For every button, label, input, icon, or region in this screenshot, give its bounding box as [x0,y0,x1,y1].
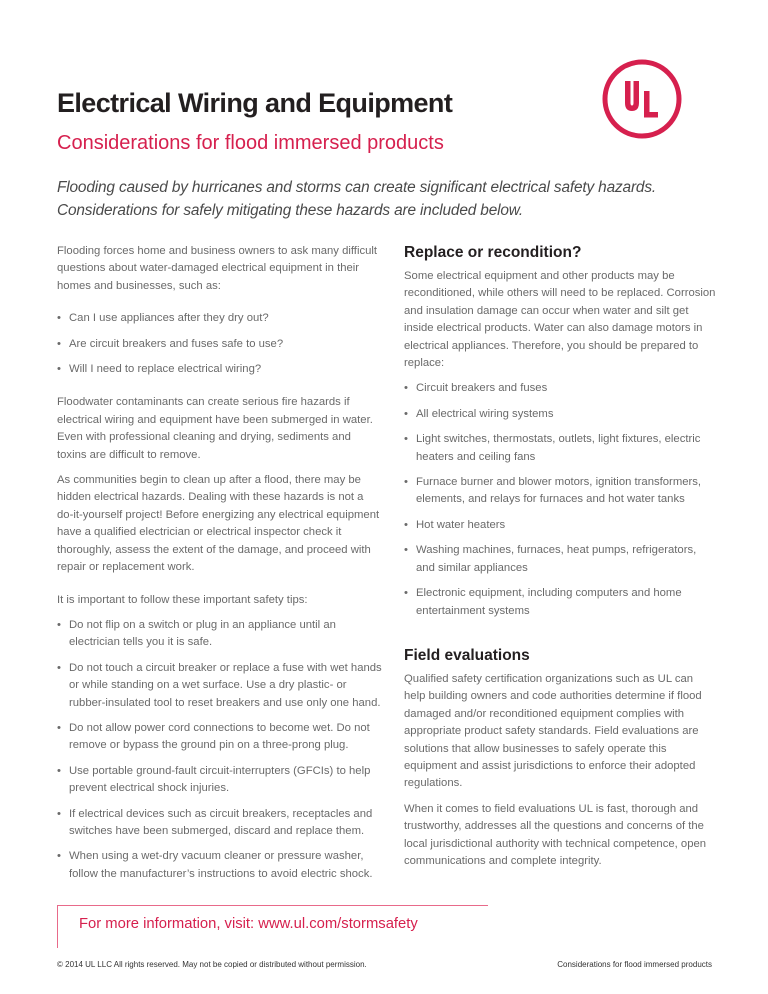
bullet-icon: • [57,850,61,863]
contaminants-paragraph: Floodwater contaminants can create serious fire hazards if electrical wiring and equipment have been submerged in water. Even with professional cleaning and drying, sediments and toxins are difficult to remove. [57,396,373,461]
list-item: • Do not touch a circuit breaker or replace a fuse with wet hands or while standing on a wet surface. Use a dry plastic- or rubber-insulated tool to reset breakers and use only one hand. [57,661,382,709]
list-item: • Are circuit breakers and fuses safe to use? [57,336,382,353]
list-item: • Use portable ground-fault circuit-interrupters (GFCIs) to help prevent electrical shock injuries. [57,764,371,795]
bullet-icon: • [57,337,61,350]
footer-title: Considerations for flood immersed products [557,960,712,969]
bullet-icon: • [57,764,61,777]
bullet-icon: • [57,661,61,674]
replace-list [404,380,716,619]
bullet-icon: • [404,587,408,600]
left-column [57,243,382,892]
list-item: • Will I need to replace electrical wiring? [57,361,382,378]
bullet-icon: • [57,721,61,734]
replace-heading: Replace or recondition? [404,244,582,261]
list-item: • If electrical devices such as circuit breakers, receptacles and switches have been submerged, discard and replace them. [57,807,373,837]
list-item: • Furnace burner and blower motors, ignition transformers, elements, and relays for furnaces and hot water tanks [404,476,702,506]
field-paragraph-2: When it comes to field evaluations UL is fast, thorough and trustworthy, addresses all the questions and concerns of the local jurisdictional authority with technical competence, open communications and complete integrity. [404,802,707,867]
replace-paragraph: Some electrical equipment and other products may be reconditioned, while others will need to be replaced. Corrosion and insulation damage can occur when water and silt get inside electrical products. Water can also damage motors in electrical appliances. Therefore, you should be prepared to replace: [404,270,716,370]
more-info-link[interactable]: For more information, visit: www.ul.com/stormsafety [79,916,418,932]
bullet-icon: • [404,433,408,446]
list-item: • When using a wet-dry vacuum cleaner or pressure washer, follow the manufacturer’s instructions to avoid electric shock. [57,850,373,880]
list-item: • Do not allow power cord connections to become wet. Do not remove or bypass the ground pin on a three-prong plug. [57,721,370,752]
field-paragraph-1: Qualified safety certification organizations such as UL can help building owners and code authorities determine if flood damaged and/or reconditioned equipment complies with appropriate product safety standards. Field evaluations are solutions that allow businesses to safely operate this equipment and assist jurisdictions to enforce their adopted regulations. [404,672,702,790]
bullet-icon: • [404,544,408,557]
right-column [404,243,716,878]
list-item: • All electrical wiring systems [404,406,716,423]
list-item: • Do not flip on a switch or plug in an appliance until an electrician tells you it is safe. [57,618,336,649]
intro-text: Flooding caused by hurricanes and storms can create significant electrical safety hazards. Considerations for safely mitigating these hazards are included below. [57,179,657,219]
bullet-icon: • [57,807,61,820]
bullet-icon: • [404,476,408,489]
copyright-text: © 2014 UL LLC All rights reserved. May not be copied or distributed without permission. [57,960,367,969]
field-evaluations-heading: Field evaluations [404,646,530,664]
page-title: Electrical Wiring and Equipment [57,88,453,118]
list-item: • Electronic equipment, including computers and home entertainment systems [404,587,682,617]
bullet-icon: • [404,407,408,420]
questions-list [57,310,382,378]
list-item: • Can I use appliances after they dry out? [57,310,382,327]
bullet-icon: • [57,312,61,325]
list-item: • Light switches, thermostats, outlets, light fixtures, electric heaters and ceiling fans [404,433,701,463]
ul-logo-icon [600,57,684,141]
list-item: • Circuit breakers and fuses [404,380,716,397]
hidden-hazards-paragraph: As communities begin to clean up after a flood, there may be hidden electrical hazards. Dealing with these hazards is not a do-it-yourself project! Before energizing any electrical equipment have a qualified electrician or electrical inspector check it thoroughly, assess the extent of the damage, and proceed with repair or replacement work. [57,474,380,574]
tips-intro: It is important to follow these important safety tips: [57,593,308,606]
ul-logo [600,57,684,141]
safety-tips-list [57,617,382,883]
page-subtitle: Considerations for flood immersed products [57,132,444,154]
list-item: • Washing machines, furnaces, heat pumps, refrigerators, and similar appliances [404,544,697,574]
list-item: • Hot water heaters [404,517,716,534]
intro-paragraph: Flooding forces home and business owners to ask many difficult questions about water-damaged electrical equipment in their homes and businesses, such as: [57,245,378,292]
bullet-icon: • [57,618,61,631]
bullet-icon: • [404,382,408,395]
bullet-icon: • [57,363,61,376]
bullet-icon: • [404,518,408,531]
